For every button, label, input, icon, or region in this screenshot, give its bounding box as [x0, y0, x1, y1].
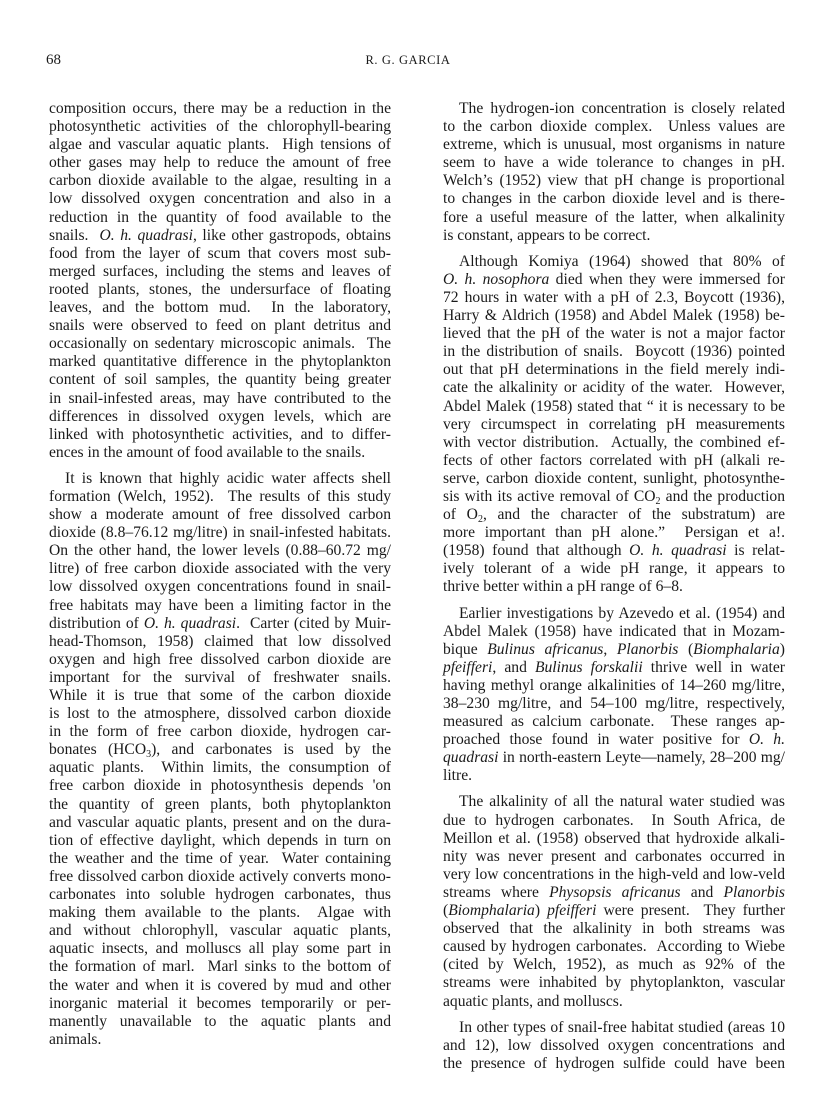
text-line	[443, 154, 785, 172]
text-run: low dissolved oxygen concentration and also in a	[49, 190, 391, 208]
text-run: bonates (HCO	[49, 741, 147, 759]
text-line	[443, 100, 785, 118]
text-line	[443, 172, 785, 190]
text-run: merged surfaces, including the stems and leaves of	[49, 262, 391, 280]
text-line	[443, 560, 785, 578]
text-line	[443, 271, 785, 289]
text-line	[49, 832, 391, 850]
text-line	[49, 796, 391, 814]
text-run: photosynthetic activities of the chlorophyll-bearing	[49, 118, 391, 136]
text-run: in snail-infested areas, may have contributed to the	[49, 389, 391, 407]
text-line	[49, 560, 391, 578]
text-run: to changes in the carbon dioxide level and is there-	[443, 190, 785, 208]
text-line	[443, 136, 785, 154]
text-line	[443, 920, 785, 938]
text-line	[49, 100, 391, 118]
text-run: other gases may help to reduce the amount of free	[49, 154, 391, 172]
text-line	[49, 118, 391, 136]
text-line	[49, 633, 391, 651]
text-run: formation (Welch, 1952). The results of this study	[49, 487, 391, 505]
text-line	[443, 1055, 785, 1073]
text-line	[49, 227, 391, 245]
text-line	[49, 390, 391, 408]
italic-text: O. h. nosophora	[443, 270, 550, 288]
text-line	[49, 922, 391, 940]
text-run: 72 hours in water with a pH of 2.3, Boycott (1936),	[443, 288, 785, 306]
text-line	[443, 902, 785, 920]
text-line	[49, 245, 391, 263]
text-run: and vascular aquatic plants, present and on the dura-	[49, 813, 391, 831]
text-run: carbonates into soluble hydrogen carbonates, thus	[49, 886, 391, 904]
italic-text: Biomphalaria	[693, 640, 780, 658]
text-run: (cited by Welch, 1952), as much as 92% of the	[443, 956, 785, 974]
text-run: )	[779, 640, 785, 658]
text-run: differences in dissolved oxygen levels, which are	[49, 407, 391, 425]
text-run: and without chlorophyll, vascular aquatic plants,	[49, 922, 391, 940]
text-run: sis with its active removal of CO	[443, 487, 656, 505]
text-line	[443, 361, 785, 379]
text-run: dioxide (8.8–76.12 mg/litre) in snail-infested habitats.	[49, 524, 391, 542]
text-line	[443, 227, 785, 245]
text-line	[443, 1037, 785, 1055]
text-run: in the distribution of snails. Boycott (1936) pointed	[443, 343, 785, 361]
text-run: snails.	[49, 226, 100, 244]
text-line	[49, 597, 391, 615]
italic-text: Bulinus africanus	[487, 640, 604, 658]
text-run: tion of effective daylight, which depends in turn on	[49, 831, 391, 849]
text-line	[443, 289, 785, 307]
text-run: manently unavailable to the aquatic plants and	[49, 1012, 391, 1030]
text-run: thrive better within a pH range of 6–8.	[443, 578, 683, 596]
text-run: free dissolved carbon dioxide actively converts mono-	[49, 867, 391, 885]
text-line	[49, 705, 391, 723]
text-line	[443, 866, 785, 884]
text-run: out that pH determinations in the field merely indi-	[443, 361, 785, 379]
text-run: the water and when it is covered by mud and other	[49, 976, 391, 994]
text-run: caused by hydrogen carbonates. According to Wiebe	[443, 938, 785, 956]
text-run: having methyl orange alkalinities of 14–260 mg/litre,	[443, 676, 785, 694]
text-run: Harry & Aldrich (1958) and Abdel Malek (1958) be-	[443, 307, 785, 325]
text-run: oxygen and high free dissolved carbon dioxide are	[49, 650, 391, 668]
text-line	[49, 723, 391, 741]
text-run: (	[678, 640, 694, 658]
italic-text: Physopsis africanus	[549, 883, 681, 901]
left-column	[49, 100, 391, 1057]
text-run: fects of other factors correlated with pH (alkali re-	[443, 451, 785, 469]
text-line	[443, 578, 785, 596]
page-header	[0, 52, 816, 72]
text-line	[443, 307, 785, 325]
text-run: streams where	[443, 883, 550, 901]
text-line	[49, 281, 391, 299]
text-line	[49, 506, 391, 524]
text-run: in the form of free carbon dioxide, hydrogen car-	[49, 723, 391, 741]
italic-text: O. h. quadrasi	[99, 226, 193, 244]
text-run: more important than pH alone.” Persigan et a!.	[443, 524, 785, 542]
text-run: is relat-	[726, 542, 786, 560]
text-run: bique	[443, 640, 488, 658]
text-line	[443, 325, 785, 343]
text-run: rooted plants, stones, the undersurface of floating	[49, 280, 391, 298]
text-line	[49, 868, 391, 886]
text-line	[443, 938, 785, 956]
text-run: Meillon et al. (1958) observed that hydroxide alkali-	[443, 829, 785, 847]
text-line	[443, 524, 785, 542]
text-run: ,	[603, 640, 617, 658]
text-line	[49, 940, 391, 958]
text-line	[49, 687, 391, 705]
running-head-author: R. G. GARCIA	[365, 53, 451, 67]
text-run: composition occurs, there may be a reduction in the	[49, 100, 391, 117]
italic-text: Planorbis	[616, 640, 679, 658]
text-run: and 12), low dissolved oxygen concentrations and	[443, 1036, 785, 1054]
text-run: It is known that highly acidic water affects shell	[65, 469, 391, 487]
subscript: 2	[477, 514, 483, 526]
text-run: very low concentrations in the high-veld and low-veld	[443, 865, 785, 883]
subscript: 3	[146, 749, 152, 761]
text-run: reduction in the quantity of food available to the	[49, 208, 391, 226]
text-line	[49, 850, 391, 868]
subscript: 2	[655, 495, 661, 507]
text-run: head-Thomson, 1958) claimed that low dissolved	[49, 632, 391, 650]
text-line	[49, 741, 391, 759]
text-run: show a moderate amount of free dissolved carbon	[49, 506, 391, 524]
text-run: The alkalinity of all the natural water studied was	[459, 793, 785, 811]
text-run: making them available to the plants. Algae with	[49, 904, 391, 922]
text-line	[49, 1013, 391, 1031]
text-line	[443, 488, 785, 506]
text-line	[49, 172, 391, 190]
text-line	[443, 452, 785, 470]
text-line	[49, 353, 391, 371]
text-run: The hydrogen-ion concentration is closely related	[459, 100, 785, 117]
text-line	[443, 253, 785, 271]
text-line	[49, 408, 391, 426]
text-run: snails were observed to feed on plant detritus and	[49, 317, 391, 335]
italic-text: Biomphalaria	[448, 902, 535, 920]
text-line	[49, 977, 391, 995]
page-number: 68	[46, 52, 61, 68]
text-line	[443, 379, 785, 397]
text-line	[443, 956, 785, 974]
text-line	[443, 749, 785, 767]
text-run: , like other gastropods, obtains	[192, 226, 391, 244]
text-run: )	[534, 902, 548, 920]
text-line	[49, 1031, 391, 1049]
text-run: free carbon dioxide in photosynthesis depends 'on	[49, 777, 391, 795]
text-run: . Carter (cited by Muir-	[236, 614, 391, 632]
text-run: Abdel Malek (1958) have indicated that in Mozam-	[443, 622, 785, 640]
text-run: in north-eastern Leyte—namely, 28–200 mg/	[498, 749, 785, 767]
text-run: aquatic plants, and molluscs.	[443, 992, 623, 1010]
text-run: to the carbon dioxide complex. Unless values are	[443, 118, 785, 136]
text-line	[49, 317, 391, 335]
text-line	[443, 767, 785, 785]
text-line	[49, 209, 391, 227]
paragraph	[49, 470, 391, 1049]
text-run: aquatic plants. Within limits, the consumption of	[49, 759, 391, 777]
right-column	[443, 100, 785, 1081]
text-line	[49, 190, 391, 208]
text-run: is lost to the atmosphere, dissolved carbon dioxide	[49, 705, 391, 723]
text-run: serve, carbon dioxide content, sunlight, photosynthe-	[443, 469, 785, 487]
text-run: were present. They further	[596, 902, 786, 920]
text-run: , and	[492, 658, 535, 676]
italic-text: pfeifferi	[547, 902, 597, 920]
text-run: 38–230 mg/litre, and 54–100 mg/litre, respectively,	[443, 695, 785, 712]
text-line	[49, 136, 391, 154]
text-line	[443, 506, 785, 524]
text-run: Abdel Malek (1958) stated that “ it is necessary to be	[443, 397, 785, 415]
text-line	[443, 1019, 785, 1037]
text-run: (1958) found that although	[443, 542, 630, 560]
text-line	[49, 777, 391, 795]
text-run: measured as calcium carbonate. These ranges ap-	[443, 713, 785, 731]
text-line	[443, 343, 785, 361]
italic-text: Planorbis	[723, 883, 785, 901]
text-run: the formation of marl. Marl sinks to the bottom of	[49, 958, 391, 976]
text-run: ), and carbonates is used by the	[151, 741, 391, 759]
text-line	[443, 830, 785, 848]
text-run: is constant, appears to be correct.	[443, 226, 651, 244]
text-run: On the other hand, the lower levels (0.88–60.72 mg/	[49, 542, 391, 560]
text-line	[443, 848, 785, 866]
text-line	[49, 615, 391, 633]
text-run: Welch’s (1952) view that pH change is proportional	[443, 172, 785, 190]
text-line	[443, 974, 785, 992]
italic-text: Bulinus forskalii	[534, 658, 643, 676]
text-line	[443, 118, 785, 136]
text-run: carbon dioxide available to the algae, resulting in a	[49, 172, 391, 190]
italic-text: pfeifferi	[443, 658, 493, 676]
italic-text: O. h.	[748, 731, 785, 749]
text-run: thrive well in water	[642, 658, 785, 676]
text-line	[49, 958, 391, 976]
paragraph	[443, 793, 785, 1010]
text-line	[49, 335, 391, 353]
text-run: free habitats may have been a limiting factor in the	[49, 596, 391, 614]
text-run: In other types of snail-free habitat studied (areas 10	[459, 1018, 785, 1036]
text-run: the weather and the time of year. Water containing	[49, 849, 391, 867]
italic-text: O. h. quadrasi	[143, 614, 237, 632]
text-line	[49, 578, 391, 596]
text-run: linked with photosynthetic activities, and to differ-	[49, 425, 391, 443]
text-run: seem to have a wide tolerance to changes in pH.	[443, 154, 785, 172]
paragraph	[443, 100, 785, 245]
text-run: While it is true that some of the carbon dioxide	[49, 687, 391, 704]
text-run: litre) of free carbon dioxide associated with the very	[49, 560, 391, 578]
italic-text: O. h. quadrasi	[629, 542, 727, 560]
paragraph	[443, 605, 785, 786]
text-line	[443, 605, 785, 623]
text-run: distribution of	[49, 614, 144, 632]
text-run: inorganic material it becomes temporarily or per-	[49, 994, 391, 1012]
text-run: litre.	[443, 767, 473, 785]
text-run: important for the survival of freshwater snails.	[49, 668, 391, 686]
text-run: and	[680, 883, 724, 901]
text-run: of O	[443, 506, 478, 524]
text-run: nity was never present and carbonates occurred in	[443, 847, 785, 865]
text-line	[443, 677, 785, 695]
text-line	[49, 904, 391, 922]
text-line	[49, 814, 391, 832]
text-line	[443, 434, 785, 452]
text-run: ences in the amount of food available to the snails.	[49, 443, 366, 461]
text-run: streams were inhabited by phytoplankton, vascular	[443, 974, 785, 992]
text-line	[49, 299, 391, 317]
text-line	[49, 154, 391, 172]
text-run: the presence of hydrogen sulfide could have been	[443, 1054, 785, 1072]
text-run: the quantity of green plants, both phytoplankton	[49, 795, 391, 813]
text-line	[443, 731, 785, 749]
text-line	[443, 713, 785, 731]
text-run: animals.	[49, 1030, 102, 1048]
text-line	[49, 524, 391, 542]
text-line	[49, 470, 391, 488]
text-line	[49, 542, 391, 560]
text-line	[49, 488, 391, 506]
text-run: and the production	[660, 487, 785, 505]
text-run: Although Komiya (1964) showed that 80% of	[459, 252, 785, 270]
text-line	[443, 416, 785, 434]
text-run: occasionally on sedentary microscopic animals. The	[49, 335, 391, 353]
text-line	[443, 470, 785, 488]
text-run: content of soil samples, the quantity being greater	[49, 371, 391, 389]
text-line	[443, 695, 785, 713]
text-line	[49, 886, 391, 904]
text-line	[443, 659, 785, 677]
text-line	[443, 993, 785, 1011]
text-run: with vector distribution. Actually, the combined ef-	[443, 433, 785, 451]
paragraph	[443, 1019, 785, 1073]
text-line	[443, 190, 785, 208]
text-line	[49, 759, 391, 777]
text-line	[443, 209, 785, 227]
text-line	[443, 623, 785, 641]
text-run: leaves, and the bottom mud. In the laboratory,	[49, 299, 391, 317]
text-run: cate the alkalinity or acidity of the water. However,	[443, 379, 785, 397]
paragraph	[49, 100, 391, 462]
text-run: marked quantitative difference in the phytoplankton	[49, 353, 391, 371]
text-run: food from the layer of scum that covers most sub-	[49, 244, 391, 262]
text-run: ively tolerant of a wide pH range, it appears to	[443, 560, 785, 578]
text-run: lieved that the pH of the water is not a major factor	[443, 325, 785, 343]
text-line	[49, 995, 391, 1013]
text-run: fore a useful measure of the latter, when alkalinity	[443, 208, 785, 226]
text-run: (	[443, 902, 449, 920]
text-run: extreme, which is unusual, most organisms in nature	[443, 136, 785, 154]
text-line	[49, 669, 391, 687]
text-line	[443, 812, 785, 830]
text-line	[443, 641, 785, 659]
text-run: algae and vascular aquatic plants. High tensions of	[49, 136, 391, 154]
text-line	[443, 793, 785, 811]
text-run: , and the character of the substratum) are	[482, 506, 785, 524]
text-line	[443, 884, 785, 902]
text-run: died when they were immersed for	[549, 270, 785, 288]
italic-text: quadrasi	[443, 749, 499, 767]
text-line	[49, 444, 391, 462]
text-run: observed that the alkalinity in both streams was	[443, 920, 785, 938]
paragraph	[443, 253, 785, 597]
text-line	[49, 426, 391, 444]
text-run: proached those found in water positive for	[443, 731, 749, 749]
text-line	[49, 651, 391, 669]
text-run: aquatic insects, and molluscs all play some part in	[49, 940, 391, 958]
text-line	[443, 398, 785, 416]
text-line	[443, 542, 785, 560]
text-line	[49, 371, 391, 389]
text-run: very circumspect in correlating pH measurements	[443, 415, 785, 433]
text-run: low dissolved oxygen concentrations found in snail-	[49, 578, 391, 596]
text-run: Earlier investigations by Azevedo et al. (1954) and	[459, 604, 785, 622]
text-line	[49, 263, 391, 281]
text-run: due to hydrogen carbonates. In South Africa, de	[443, 811, 785, 829]
